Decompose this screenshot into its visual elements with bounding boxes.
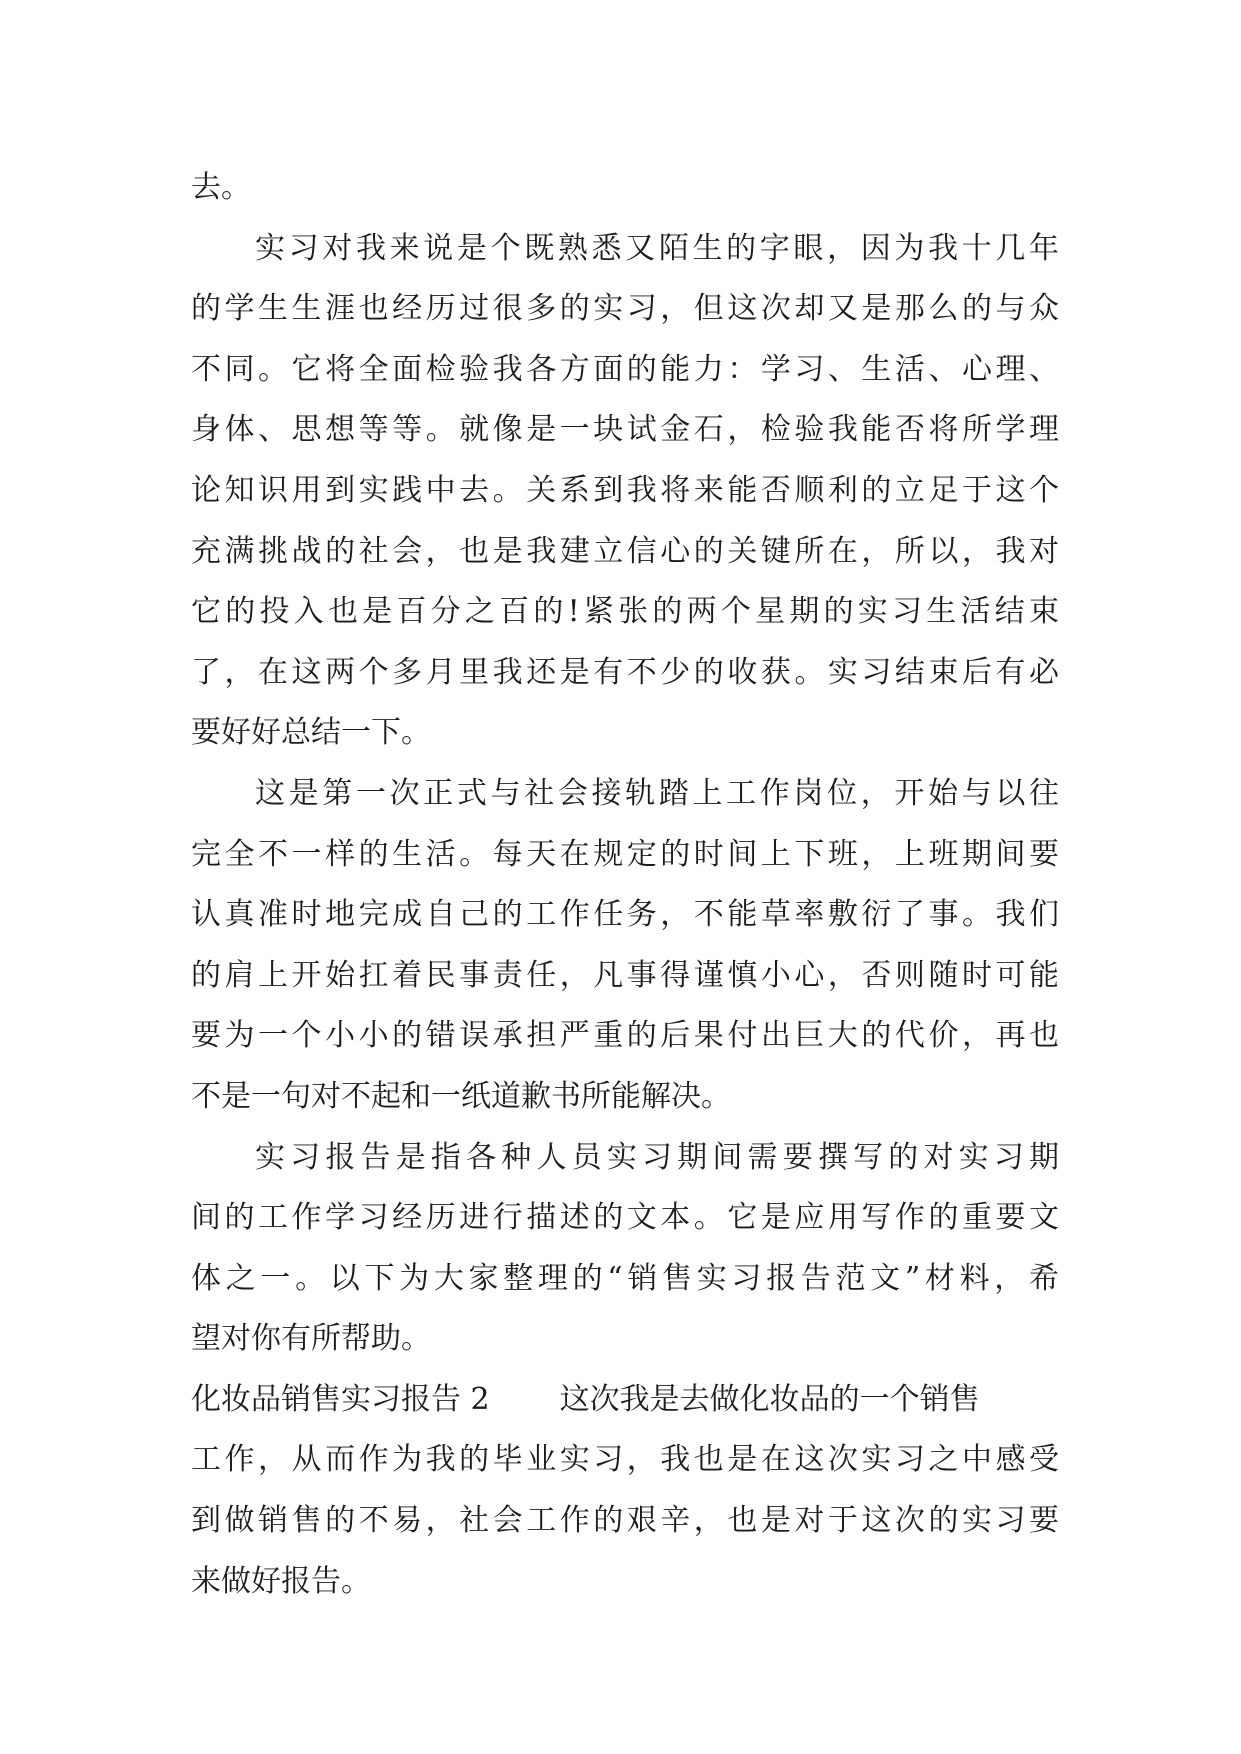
text-line: 论知识用到实践中去。关系到我将来能否顺利的立足于这个	[191, 472, 1059, 508]
text-line: 不是一句对不起和一纸道歉书所能解决。	[191, 1078, 731, 1114]
text-line: 的学生生涯也经历过很多的实习，但这次却又是那么的与众	[191, 291, 1059, 327]
text-line: 间的工作学习经历进行描述的文本。它是应用写作的重要文	[191, 1200, 1059, 1236]
text-line: 身体、思想等等。就像是一块试金石，检验我能否将所学理	[191, 412, 1059, 448]
text-line: 要为一个小小的错误承担严重的后果付出巨大的代价，再也	[191, 1018, 1059, 1054]
text-line: 去。	[191, 170, 251, 205]
text-line: 到做销售的不易，社会工作的艰辛，也是对于这次的实习要	[191, 1503, 1059, 1539]
text-line: 的肩上开始扛着民事责任，凡事得谨慎小心，否则随时可能	[191, 957, 1059, 993]
text-line: 望对你有所帮助。	[191, 1321, 431, 1357]
paragraph-first-line: 实习报告是指各种人员实习期间需要撰写的对实习期	[255, 1139, 1059, 1175]
text-line: 不同。它将全面检验我各方面的能力：学习、生活、心理、	[191, 351, 1059, 387]
text-line: 了，在这两个多月里我还是有不少的收获。实习结束后有必	[191, 654, 1059, 690]
text-line: 来做好报告。	[191, 1563, 371, 1599]
text-line: 充满挑战的社会，也是我建立信心的关键所在，所以，我对	[191, 533, 1059, 569]
text-line: 完全不一样的生活。每天在规定的时间上下班，上班期间要	[191, 836, 1059, 872]
text-line: 体之一。以下为大家整理的“销售实习报告范文”材料，希	[191, 1260, 1059, 1296]
paragraph-start: 这次我是去做化妆品的一个销售	[559, 1381, 980, 1417]
paragraph-first-line: 实习对我来说是个既熟悉又陌生的字眼，因为我十几年	[255, 230, 1059, 266]
section-heading: 化妆品销售实习报告 2	[191, 1381, 490, 1417]
text-line: 工作，从而作为我的毕业实习，我也是在这次实习之中感受	[191, 1442, 1059, 1478]
text-line: 要好好总结一下。	[191, 715, 431, 751]
body-text	[191, 158, 1059, 1612]
text-line: 认真准时地完成自己的工作任务，不能草率敷衍了事。我们	[191, 897, 1059, 933]
paragraph-first-line: 这是第一次正式与社会接轨踏上工作岗位，开始与以往	[255, 775, 1059, 811]
text-line: 它的投入也是百分之百的!紧张的两个星期的实习生活结束	[191, 594, 1059, 630]
section-heading-line	[191, 1370, 1059, 1431]
